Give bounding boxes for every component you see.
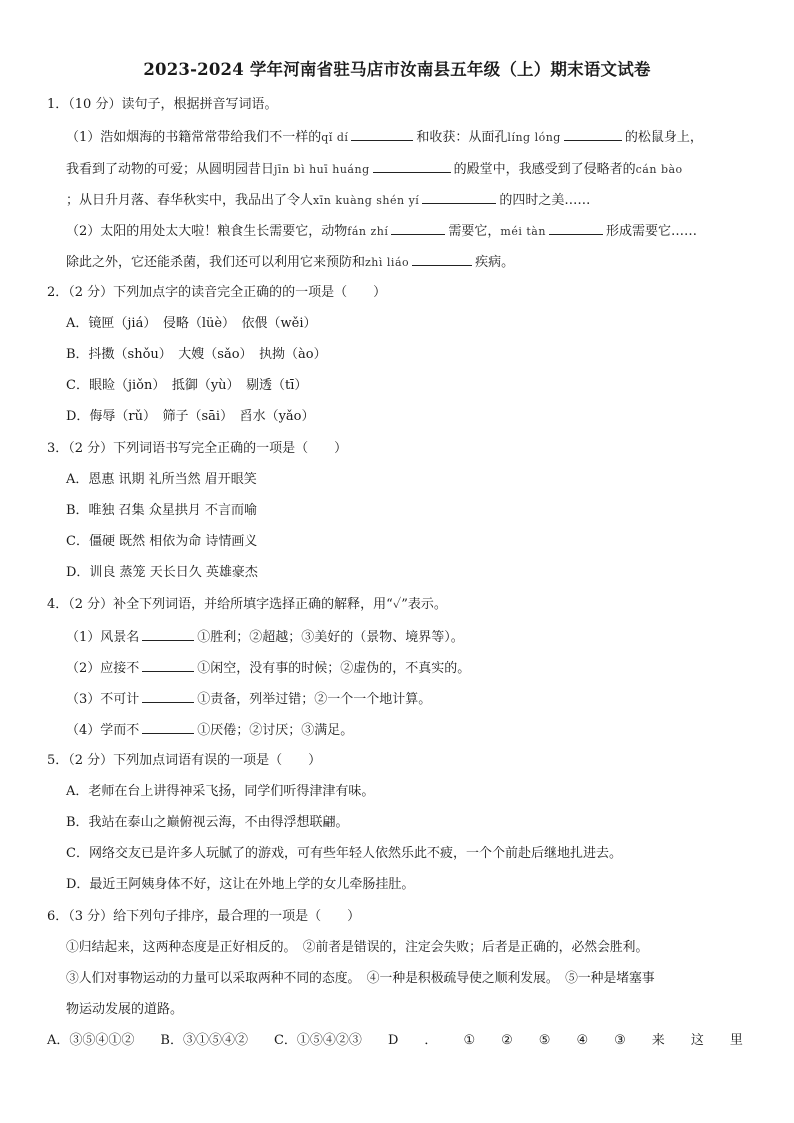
q4-item	[66, 689, 431, 709]
pinyin: xīn kuàng shén yí	[313, 194, 420, 207]
q2-option-a[interactable]: A．镜匣（jiá） 侵略（lüè） 依偎（wěi）	[66, 316, 317, 331]
pinyin: cán bào	[635, 163, 683, 176]
answer-blank[interactable]	[412, 252, 472, 266]
answer-blank[interactable]	[373, 159, 451, 173]
q3-option-d[interactable]: D．训良 蒸笼 天长日久 英雄豪杰	[66, 565, 258, 580]
q1-line-2	[66, 159, 683, 179]
item-label: （4）学而不	[66, 723, 140, 738]
pinyin: qǐ dí	[321, 131, 349, 144]
q5-option-c[interactable]: C．网络交友已是许多人玩腻了的游戏，可有些年轻人依然乐此不疲，一个个前赴后继地扎进去。	[66, 846, 622, 861]
q6-option-d-char: 来	[651, 1033, 665, 1048]
q2-option-c[interactable]: C．眼睑（jiǒn） 抵御（yù） 剔透（tī）	[66, 378, 308, 393]
item-explanation: ①厌倦；②讨厌；③满足。	[197, 723, 354, 738]
q6-option-d-dot: ．	[424, 1033, 438, 1048]
answer-blank[interactable]	[351, 127, 413, 141]
q6-option-d-char: ④	[576, 1033, 589, 1048]
q6-option-d-char: ①	[463, 1033, 476, 1048]
pinyin: méi tàn	[500, 225, 546, 238]
q1-line-5	[66, 252, 514, 272]
item-explanation: ①责备，列举过错；②一个一个地计算。	[197, 692, 432, 707]
text: 的殿堂中，我感受到了侵略者的	[453, 162, 636, 177]
text: 我看到了动物的可爱；从圆明园昔日	[66, 162, 275, 177]
text: 的松鼠身上，	[624, 130, 703, 145]
text: 形成需要它……	[605, 224, 697, 239]
q5-heading: 5．（2 分）下列加点词语有误的一项是（ ）	[47, 753, 322, 768]
item-label: （2）应接不	[66, 661, 140, 676]
text: 除此之外，它还能杀菌，我们还可以利用它来预防和	[66, 255, 366, 270]
q6-sentence-line: ①归结起来，这两种态度是正好相反的。 ②前者是错误的，注定会失败；后者是正确的，必然会胜利。	[66, 940, 649, 955]
q5-option-d[interactable]: D．最近王阿姨身体不好，这让在外地上学的女儿牵肠挂肚。	[66, 877, 415, 892]
answer-blank[interactable]	[142, 658, 194, 672]
q6-option-d-char: 这	[690, 1033, 704, 1048]
q6-option-d-char: ③	[614, 1033, 626, 1048]
q4-item	[66, 720, 353, 740]
q2-option-b[interactable]: B．抖擞（shǒu） 大嫂（sǎo） 执拗（ào）	[66, 347, 327, 362]
q3-option-b[interactable]: B．唯独 召集 众星拱月 不言而喻	[66, 503, 257, 518]
q5-option-a[interactable]: A．老师在台上讲得神采飞扬，同学们听得津津有味。	[66, 784, 375, 799]
item-label: （3）不可计	[66, 692, 140, 707]
q6-options-row	[47, 1032, 743, 1050]
text: 疾病。	[475, 255, 515, 270]
text: （2）太阳的用处太大啦！粮食生长需要它，动物	[66, 224, 348, 239]
item-explanation: ①胜利；②超越；③美好的（景物、境界等）。	[197, 630, 464, 645]
q1-line-3	[66, 190, 590, 210]
q6-option-d-char: ⑤	[538, 1033, 551, 1048]
pinyin: zhì liáo	[365, 256, 410, 269]
answer-blank[interactable]	[564, 127, 622, 141]
q4-item	[66, 627, 464, 647]
answer-blank[interactable]	[391, 221, 445, 235]
q4-heading: 4．（2 分）补全下列词语，并给所填字选择正确的解释，用“✓”表示。	[47, 597, 447, 612]
q3-option-a[interactable]: A．恩惠 讯期 礼所当然 眉开眼笑	[66, 472, 257, 487]
q5-option-b[interactable]: B．我站在泰山之巅俯视云海，不由得浮想联翩。	[66, 815, 349, 830]
q6-option-c[interactable]: C．①⑤④②③	[273, 1033, 362, 1048]
page-title: 2023-2024 学年河南省驻马店市汝南县五年级（上）期末语文试卷	[143, 60, 651, 79]
q6-option-d-char: 里	[729, 1033, 743, 1048]
q6-sentence-line: 物运动发展的道路。	[66, 1002, 184, 1017]
q2-heading: 2．（2 分）下列加点字的读音完全正确的的一项是（ ）	[47, 285, 387, 300]
text: 需要它，	[448, 224, 501, 239]
q6-option-b[interactable]: B．③①⑤④②	[160, 1033, 248, 1048]
answer-blank[interactable]	[422, 190, 496, 204]
text: 和收获：从面孔	[416, 130, 508, 145]
q6-option-d-char: ②	[501, 1033, 513, 1048]
q4-item	[66, 658, 470, 678]
answer-blank[interactable]	[549, 221, 603, 235]
q2-option-d[interactable]: D．侮辱（rǔ） 筛子（sāi） 舀水（yǎo）	[66, 409, 315, 424]
item-label: （1）风景名	[66, 630, 140, 645]
q3-heading: 3．（2 分）下列词语书写完全正确的一项是（ ）	[47, 441, 348, 456]
answer-blank[interactable]	[142, 720, 194, 734]
q6-option-a[interactable]: A．③⑤④①②	[47, 1033, 135, 1048]
pinyin: líng lóng	[507, 131, 561, 144]
pinyin: jīn bì huī huáng	[274, 163, 370, 176]
q1-line-1	[66, 127, 703, 147]
item-explanation: ①闲空，没有事的时候；②虚伪的，不真实的。	[197, 661, 471, 676]
q3-option-c[interactable]: C．僵硬 既然 相依为命 诗情画义	[66, 534, 258, 549]
pinyin: fán zhí	[347, 225, 389, 238]
text: ；从日升月落、春华秋实中，我品出了令人	[66, 193, 314, 208]
answer-blank[interactable]	[142, 689, 194, 703]
text: 的四时之美……	[499, 193, 591, 208]
q1-heading: 1．（10 分）读句子，根据拼音写词语。	[47, 97, 278, 112]
text: （1）浩如烟海的书籍常常带给我们不一样的	[66, 130, 322, 145]
q6-heading: 6．（3 分）给下列句子排序，最合理的一项是（ ）	[47, 909, 361, 924]
answer-blank[interactable]	[142, 627, 194, 641]
q6-option-d-letter[interactable]: D	[387, 1033, 399, 1048]
q6-sentence-line: ③人们对事物运动的力量可以采取两种不同的态度。 ④一种是积极疏导使之顺利发展。 ⑤一种是堵塞事	[66, 971, 655, 986]
q1-line-4	[66, 221, 697, 241]
